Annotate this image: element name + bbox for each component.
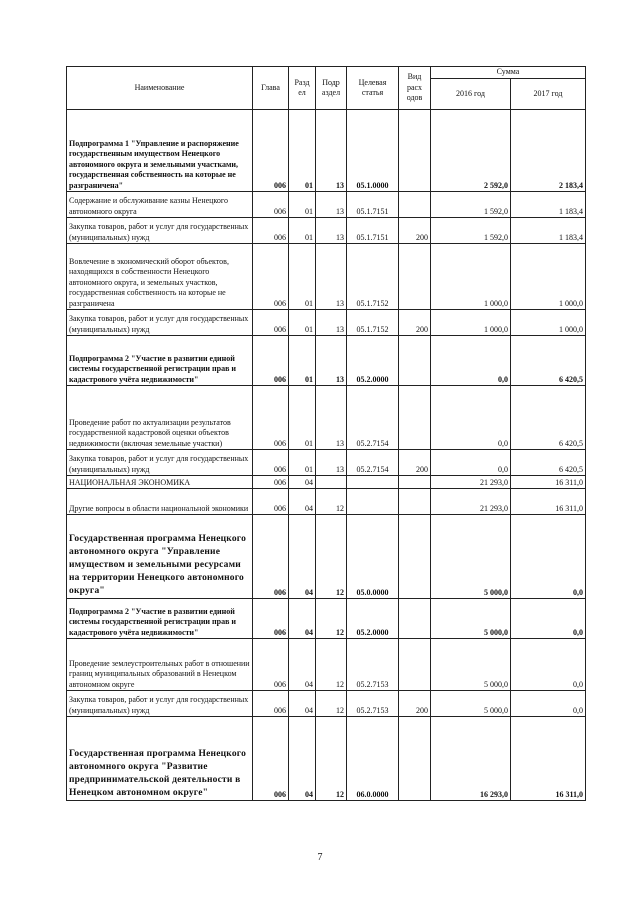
row-razdel: 01 (289, 386, 316, 450)
row-podrazdel: 13 (316, 386, 347, 450)
table-row (67, 515, 586, 599)
row-razdel: 01 (289, 310, 316, 336)
row-razdel: 04 (289, 717, 316, 801)
row-amount-2017: 1 183,4 (511, 192, 586, 218)
col-header-2017: 2017 год (511, 78, 586, 110)
col-header-name: Наименование (67, 67, 253, 110)
row-amount-2017: 6 420,5 (511, 386, 586, 450)
row-vid (399, 476, 431, 489)
row-podrazdel: 12 (316, 639, 347, 691)
table-row (67, 717, 586, 801)
table-row (67, 244, 586, 310)
row-amount-2016: 21 293,0 (431, 489, 511, 515)
row-amount-2016: 5 000,0 (431, 639, 511, 691)
table-row (67, 599, 586, 639)
row-target: 05.1.7152 (347, 310, 399, 336)
table-row (67, 110, 586, 192)
row-amount-2016: 0,0 (431, 450, 511, 476)
row-amount-2016: 2 592,0 (431, 110, 511, 192)
row-target (347, 476, 399, 489)
table-row (67, 476, 586, 489)
row-razdel: 04 (289, 599, 316, 639)
row-amount-2017: 6 420,5 (511, 336, 586, 386)
row-razdel: 01 (289, 218, 316, 244)
row-podrazdel: 13 (316, 244, 347, 310)
col-header-2016: 2016 год (431, 78, 511, 110)
row-target: 05.2.7154 (347, 450, 399, 476)
row-podrazdel: 12 (316, 717, 347, 801)
row-name: НАЦИОНАЛЬНАЯ ЭКОНОМИКА (67, 476, 253, 489)
row-name: Подпрограмма 1 "Управление и распоряжение государственным имуществом Ненецкого автономного округа и земельными участками, государственная собственность на которые не разграничена" (67, 110, 253, 192)
col-header-podrazdel: Подр аздел (316, 67, 347, 110)
table-row (67, 336, 586, 386)
row-razdel: 04 (289, 515, 316, 599)
row-razdel: 01 (289, 110, 316, 192)
table-row (67, 639, 586, 691)
row-amount-2017: 16 311,0 (511, 489, 586, 515)
row-name: Закупка товаров, работ и услуг для государственных (муниципальных) нужд (67, 310, 253, 336)
table-row (67, 691, 586, 717)
row-amount-2016: 1 592,0 (431, 218, 511, 244)
row-glava: 006 (253, 386, 289, 450)
row-glava: 006 (253, 639, 289, 691)
row-vid (399, 110, 431, 192)
row-amount-2017: 6 420,5 (511, 450, 586, 476)
row-target: 05.2.0000 (347, 599, 399, 639)
row-target: 05.2.0000 (347, 336, 399, 386)
row-vid (399, 336, 431, 386)
row-amount-2016: 21 293,0 (431, 476, 511, 489)
row-target: 05.0.0000 (347, 515, 399, 599)
row-amount-2017: 0,0 (511, 599, 586, 639)
row-target: 05.2.7154 (347, 386, 399, 450)
col-header-glava: Глава (253, 67, 289, 110)
row-glava: 006 (253, 476, 289, 489)
row-amount-2017: 16 311,0 (511, 717, 586, 801)
row-podrazdel: 13 (316, 450, 347, 476)
row-amount-2017: 0,0 (511, 639, 586, 691)
row-name: Другие вопросы в области национальной экономики (67, 489, 253, 515)
row-vid: 200 (399, 310, 431, 336)
row-razdel: 04 (289, 639, 316, 691)
header-row-sum (67, 67, 586, 79)
row-name: Проведение землеустроительных работ в отношении границ муниципальных образований в Ненецком автономном округе (67, 639, 253, 691)
row-target: 05.1.7151 (347, 218, 399, 244)
row-glava: 006 (253, 110, 289, 192)
budget-table (66, 66, 586, 801)
table-row (67, 450, 586, 476)
row-glava: 006 (253, 336, 289, 386)
row-podrazdel: 13 (316, 336, 347, 386)
row-razdel: 04 (289, 691, 316, 717)
row-name: Закупка товаров, работ и услуг для государственных (муниципальных) нужд (67, 450, 253, 476)
row-podrazdel: 12 (316, 691, 347, 717)
row-amount-2017: 0,0 (511, 691, 586, 717)
table-row (67, 489, 586, 515)
row-amount-2016: 5 000,0 (431, 691, 511, 717)
row-target: 05.1.7152 (347, 244, 399, 310)
row-vid (399, 639, 431, 691)
row-podrazdel: 13 (316, 192, 347, 218)
row-podrazdel: 13 (316, 110, 347, 192)
row-amount-2016: 1 000,0 (431, 310, 511, 336)
row-target (347, 489, 399, 515)
row-amount-2017: 1 000,0 (511, 244, 586, 310)
row-vid (399, 386, 431, 450)
row-target: 05.1.7151 (347, 192, 399, 218)
row-glava: 006 (253, 450, 289, 476)
row-name: Содержание и обслуживание казны Ненецкого автономного округа (67, 192, 253, 218)
row-razdel: 01 (289, 244, 316, 310)
page-number: 7 (317, 852, 323, 863)
table-row (67, 218, 586, 244)
row-amount-2017: 0,0 (511, 515, 586, 599)
row-razdel: 01 (289, 336, 316, 386)
row-name: Государственная программа Ненецкого автономного округа "Развитие предпринимательской деятельности в Ненецком автономном округе" (67, 717, 253, 801)
row-target: 05.1.0000 (347, 110, 399, 192)
row-glava: 006 (253, 717, 289, 801)
row-name: Подпрограмма 2 "Участие в развитии единой системы государственной регистрации прав и кадастрового учёта недвижимости" (67, 599, 253, 639)
row-razdel: 04 (289, 489, 316, 515)
row-glava: 006 (253, 599, 289, 639)
row-name: Закупка товаров, работ и услуг для государственных (муниципальных) нужд (67, 691, 253, 717)
row-name: Подпрограмма 2 "Участие в развитии единой системы государственной регистрации прав и кадастрового учёта недвижимости" (67, 336, 253, 386)
row-vid (399, 244, 431, 310)
row-target: 06.0.0000 (347, 717, 399, 801)
col-header-target: Целевая статья (347, 67, 399, 110)
row-vid (399, 515, 431, 599)
row-glava: 006 (253, 192, 289, 218)
row-vid (399, 192, 431, 218)
row-name: Проведение работ по актуализации результатов государственной кадастровой оценки объектов недвижимости (включая земельные участки) (67, 386, 253, 450)
col-header-sum: Сумма (431, 67, 586, 79)
row-target: 05.2.7153 (347, 691, 399, 717)
row-podrazdel: 12 (316, 599, 347, 639)
row-glava: 006 (253, 515, 289, 599)
row-glava: 006 (253, 310, 289, 336)
row-amount-2016: 5 000,0 (431, 599, 511, 639)
row-amount-2016: 0,0 (431, 386, 511, 450)
row-glava: 006 (253, 691, 289, 717)
row-razdel: 01 (289, 192, 316, 218)
row-amount-2016: 1 592,0 (431, 192, 511, 218)
row-podrazdel: 13 (316, 218, 347, 244)
table-row (67, 192, 586, 218)
row-vid (399, 599, 431, 639)
row-vid: 200 (399, 691, 431, 717)
row-glava: 006 (253, 244, 289, 310)
row-podrazdel: 12 (316, 515, 347, 599)
row-amount-2016: 0,0 (431, 336, 511, 386)
row-amount-2016: 1 000,0 (431, 244, 511, 310)
row-vid: 200 (399, 218, 431, 244)
row-name: Вовлечение в экономический оборот объектов, находящихся в собственности Ненецкого автономного округа, и земельных участков, государственная собственность на которые не разграничена (67, 244, 253, 310)
table-body (67, 110, 586, 801)
row-podrazdel: 13 (316, 310, 347, 336)
row-glava: 006 (253, 218, 289, 244)
row-podrazdel: 12 (316, 489, 347, 515)
row-amount-2017: 2 183,4 (511, 110, 586, 192)
row-amount-2016: 16 293,0 (431, 717, 511, 801)
row-amount-2017: 1 000,0 (511, 310, 586, 336)
row-razdel: 04 (289, 476, 316, 489)
row-vid (399, 489, 431, 515)
row-name: Закупка товаров, работ и услуг для государственных (муниципальных) нужд (67, 218, 253, 244)
col-header-vid: Вид расх одов (399, 67, 431, 110)
table-row (67, 310, 586, 336)
row-amount-2016: 5 000,0 (431, 515, 511, 599)
row-vid (399, 717, 431, 801)
row-name: Государственная программа Ненецкого автономного округа "Управление имуществом и земельными ресурсами на территории Ненецкого автономного округа" (67, 515, 253, 599)
row-glava: 006 (253, 489, 289, 515)
col-header-razdel: Разд ел (289, 67, 316, 110)
row-podrazdel (316, 476, 347, 489)
row-target: 05.2.7153 (347, 639, 399, 691)
row-amount-2017: 1 183,4 (511, 218, 586, 244)
row-vid: 200 (399, 450, 431, 476)
row-amount-2017: 16 311,0 (511, 476, 586, 489)
row-razdel: 01 (289, 450, 316, 476)
table-row (67, 386, 586, 450)
